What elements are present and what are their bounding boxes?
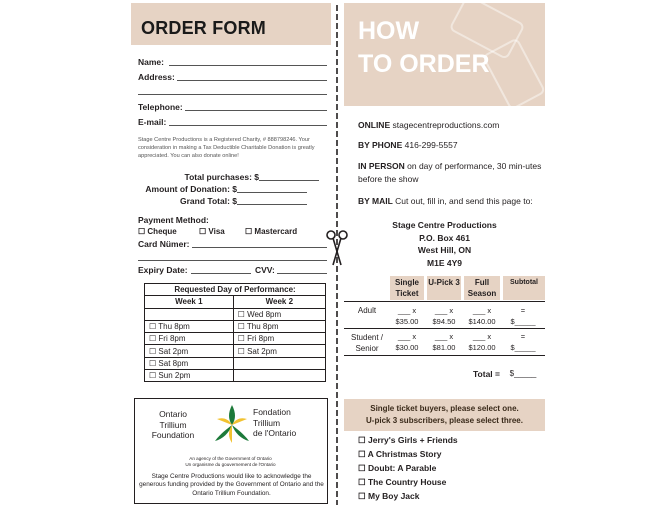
- visa-label: Visa: [208, 227, 225, 236]
- how-to-order-title: [358, 15, 490, 81]
- total-value[interactable]: $_____: [509, 369, 537, 378]
- upick-header: U-Pick 3: [427, 276, 461, 300]
- week1-day-option[interactable]: ☐ Sat 2pm: [145, 345, 234, 357]
- adult-season-price: $140.00: [468, 317, 496, 326]
- ticket-header-rule: [344, 301, 545, 302]
- student-row-label: Student / Senior: [350, 333, 384, 353]
- trillium-name-en: [135, 409, 211, 441]
- trillium-en-line: Ontario: [159, 409, 187, 419]
- agency-note: [135, 456, 326, 468]
- cheque-label: Cheque: [147, 227, 177, 236]
- show-option[interactable]: ☐ A Christmas Story: [358, 449, 442, 459]
- address-label: Address:: [138, 72, 175, 82]
- day-label: Sat 2pm: [247, 346, 277, 356]
- cvv-label: CVV:: [255, 265, 275, 275]
- day-label: Sat 8pm: [158, 358, 189, 368]
- student-single-price: $30.00: [395, 343, 419, 352]
- week1-header: Week 1: [145, 296, 234, 308]
- address-line: M1E 4Y9: [427, 257, 462, 268]
- single-ticket-note: Single ticket buyers, please select one.: [370, 404, 519, 413]
- week2-header: Week 2: [233, 296, 325, 308]
- week2-day-option[interactable]: ☐ Sat 2pm: [233, 345, 325, 357]
- adult-row-label: Adult: [357, 306, 377, 315]
- expiry-label: Expiry Date:: [138, 265, 188, 275]
- trillium-box: [134, 398, 328, 504]
- trillium-fr-line: Trillium: [253, 417, 281, 428]
- week2-day-option[interactable]: ☐ Thu 8pm: [233, 320, 325, 332]
- online-link[interactable]: stagecentreproductions.com: [392, 120, 500, 130]
- day-label: Fri 8pm: [247, 334, 275, 344]
- address-line: Stage Centre Productions: [392, 220, 497, 230]
- expiry-field[interactable]: [191, 273, 251, 274]
- week1-day-empty: [145, 308, 234, 320]
- full-season-header: Full Season: [464, 276, 500, 300]
- trillium-fr-line: Fondation: [253, 407, 291, 417]
- show-title: Doubt: A Parable: [367, 463, 437, 473]
- adult-eq: =: [520, 306, 526, 315]
- week1-day-option[interactable]: ☐ Thu 8pm: [145, 320, 234, 332]
- agency-en: An agency of the Government of Ontario: [189, 456, 272, 461]
- card-number-label: Card Nümer:: [138, 239, 190, 249]
- phone-option: [358, 139, 543, 152]
- week2-day-option[interactable]: ☐ Fri 8pm: [233, 333, 325, 345]
- student-upick-qty[interactable]: ___ x: [434, 332, 454, 341]
- show-option[interactable]: ☐ The Country House: [358, 477, 447, 487]
- charity-note: Stage Centre Productions is a Registered Charity, # 888798246. Your consideration in making a Tax Deductible Charitable Donation is greatly appreciated. You can also donate online!: [138, 137, 315, 159]
- student-single-qty[interactable]: ___ x: [397, 332, 417, 341]
- adult-single-qty[interactable]: ___ x: [397, 306, 417, 315]
- day-label: Thu 8pm: [158, 322, 190, 332]
- name-field[interactable]: [169, 65, 327, 66]
- week2-day-empty: [233, 357, 325, 369]
- student-subtotal[interactable]: $_____: [510, 343, 536, 352]
- title-line: HOW: [358, 17, 420, 45]
- cheque-option[interactable]: ☐ Cheque: [138, 227, 177, 236]
- order-form-header: [131, 3, 331, 45]
- day-label: Sun 2pm: [158, 371, 191, 381]
- card-number-line2[interactable]: [138, 260, 327, 261]
- trillium-en-line: Foundation: [151, 430, 195, 440]
- day-label: Fri 8pm: [158, 334, 186, 344]
- mail-option: [358, 195, 543, 208]
- show-title: Jerry's Girls + Friends: [367, 435, 458, 445]
- grand-total-field[interactable]: [237, 204, 307, 205]
- show-title: The Country House: [367, 477, 447, 487]
- mastercard-option[interactable]: ☐ Mastercard: [245, 227, 298, 236]
- trillium-name-fr: [253, 407, 329, 439]
- order-form-panel: [131, 3, 331, 507]
- adult-upick-qty[interactable]: ___ x: [434, 306, 454, 315]
- cvv-field[interactable]: [277, 273, 327, 274]
- card-number-field[interactable]: [192, 247, 327, 248]
- student-season-price: $120.00: [468, 343, 496, 352]
- total-label: Total =: [473, 369, 500, 379]
- trillium-logo-icon: [213, 403, 251, 447]
- order-form-title: ORDER FORM: [141, 18, 266, 38]
- student-row-rule: [344, 355, 545, 356]
- payment-method-label: Payment Method:: [138, 215, 209, 225]
- day-label: Sat 2pm: [158, 346, 189, 356]
- show-title: A Christmas Story: [367, 449, 442, 459]
- cut-line: [332, 3, 342, 507]
- in-person-label: IN PERSON: [358, 161, 405, 171]
- in-person-option: [358, 160, 543, 185]
- week2-day-option[interactable]: ☐ Wed 8pm: [233, 308, 325, 320]
- order-page: [131, 3, 545, 507]
- phone-label: BY PHONE: [358, 140, 403, 150]
- week2-day-empty: [233, 370, 325, 382]
- performance-day-title: Requested Day of Performance:: [145, 284, 326, 296]
- donation-field[interactable]: [237, 192, 307, 193]
- show-option[interactable]: ☐ Doubt: A Parable: [358, 463, 437, 473]
- in-person-text: on day of performance, 30 min-utes before the show: [358, 161, 542, 184]
- total-purchases-field[interactable]: [259, 180, 319, 181]
- agency-fr: Un organisme du gouvernement de l'Ontario: [185, 462, 276, 467]
- title-line: TO ORDER: [358, 50, 490, 78]
- show-title: My Boy Jack: [367, 491, 420, 501]
- address-line: West Hill, ON: [417, 245, 472, 255]
- address-field[interactable]: [177, 80, 327, 81]
- phone-number: 416-299-5557: [404, 140, 458, 150]
- student-upick-price: $81.00: [432, 343, 456, 352]
- total-purchases-label: Total purchases: $: [184, 172, 259, 182]
- student-eq: =: [520, 332, 526, 341]
- adult-season-qty[interactable]: ___ x: [472, 306, 492, 315]
- single-ticket-header: Single Ticket: [390, 276, 424, 300]
- telephone-label: Telephone:: [138, 102, 183, 112]
- adult-subtotal[interactable]: $_____: [510, 317, 536, 326]
- student-season-qty[interactable]: ___ x: [472, 332, 492, 341]
- adult-row-rule: [344, 328, 545, 329]
- week1-day-option[interactable]: ☐ Sun 2pm: [145, 370, 234, 382]
- name-label: Name:: [138, 57, 164, 67]
- mastercard-label: Mastercard: [254, 227, 298, 236]
- mail-label: BY MAIL: [358, 196, 393, 206]
- performance-day-table: [144, 283, 326, 382]
- how-to-order-panel: [344, 3, 545, 507]
- address-line: P.O. Box 461: [419, 232, 470, 243]
- email-label: E-mail:: [138, 117, 167, 127]
- subtotal-header: Subtotal: [503, 276, 545, 300]
- show-option[interactable]: ☐ My Boy Jack: [358, 491, 420, 501]
- mail-text: Cut out, fill in, and send this page to:: [395, 196, 533, 206]
- show-option[interactable]: ☐ Jerry's Girls + Friends: [358, 435, 458, 445]
- how-to-order-header: [344, 3, 545, 106]
- grand-total-label: Grand Total: $: [180, 196, 237, 206]
- online-option: [358, 119, 543, 132]
- visa-option[interactable]: ☐ Visa: [199, 227, 225, 236]
- trillium-en-line: Trillium: [159, 419, 187, 430]
- email-field[interactable]: [169, 125, 327, 126]
- week1-day-option[interactable]: ☐ Fri 8pm: [145, 333, 234, 345]
- adult-upick-price: $94.50: [432, 317, 456, 326]
- day-label: Wed 8pm: [247, 309, 282, 319]
- address-field-line2[interactable]: [138, 94, 327, 95]
- week1-day-option[interactable]: ☐ Sat 8pm: [145, 357, 234, 369]
- telephone-field[interactable]: [185, 110, 327, 111]
- mailing-address: [344, 219, 545, 269]
- funding-acknowledgement: Stage Centre Productions would like to acknowledge the generous funding provided by the Government of Ontario and the Ontario Trillium Foundation.: [139, 473, 324, 497]
- trillium-fr-line: de l'Ontario: [253, 428, 297, 438]
- selection-instructions: [344, 399, 545, 431]
- donation-label: Amount of Donation: $: [145, 184, 237, 194]
- adult-single-price: $35.00: [395, 317, 419, 326]
- day-label: Thu 8pm: [246, 322, 279, 332]
- upick-note: U-pick 3 subscribers, please select three.: [366, 416, 523, 425]
- online-label: ONLINE: [358, 120, 391, 130]
